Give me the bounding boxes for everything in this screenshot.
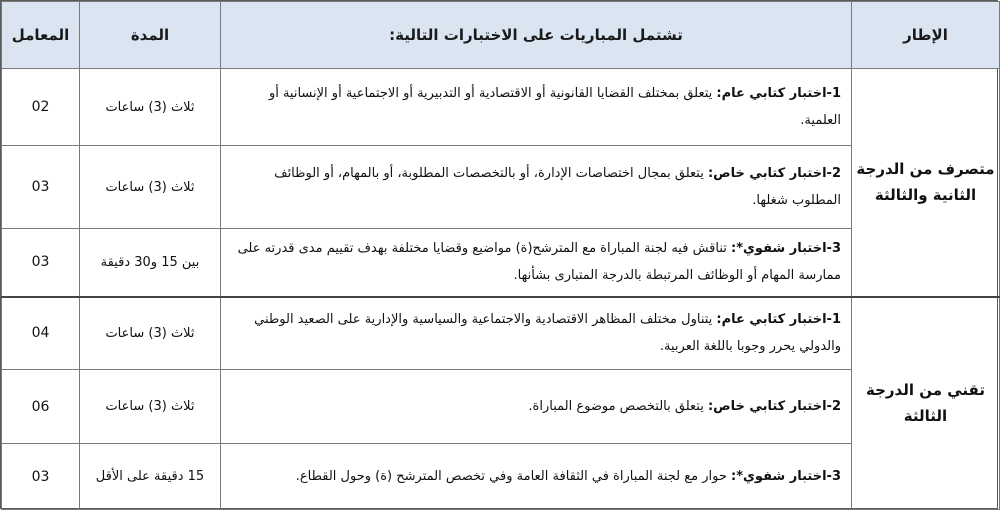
exam-description (221, 444, 852, 510)
exam-description (221, 370, 852, 444)
exam-text: تناقش فيه لجنة المباراة مع المترشح(ة) مواضيع وقضايا مختلفة بهدف تقييم مدى قدرته على ممارسة المهام أو الوظائف المرتبطة بالدرجة المتبارى بشأنها. (237, 241, 841, 284)
table-row (2, 69, 1000, 146)
exam-description (221, 297, 852, 370)
duration-cell: ثلاث (3) ساعات (80, 69, 221, 146)
coefficient-cell: 06 (2, 370, 80, 444)
exam-text: حوار مع لجنة المباراة في الثقافة العامة وفي تخصص المترشح (ة) وحول القطاع. (295, 469, 732, 484)
table-row (2, 444, 1000, 510)
exam-text: يتعلق بمجال اختصاصات الإدارة، أو بالتخصصات المطلوبة، أو بالمهام، أو الوظائف المطلوب شغلها. (274, 166, 841, 208)
header-coefficient: المعامل (2, 2, 80, 69)
exam-title: 2-اختبار كتابي خاص: (707, 399, 841, 414)
cadre-cell: تقني من الدرجة الثالثة (852, 297, 1000, 510)
exam-text: يتناول مختلف المظاهر الاقتصادية والاجتماعية والسياسية والإدارية على الصعيد الوطني والدولي يحرر وجوبا باللغة العربية. (254, 312, 841, 355)
duration-cell: ثلاث (3) ساعات (80, 370, 221, 444)
table-row (2, 229, 1000, 297)
coefficient-cell: 04 (2, 297, 80, 370)
table-row (2, 370, 1000, 444)
duration-cell: بين 15 و30 دقيقة (80, 229, 221, 297)
table-row (2, 297, 1000, 370)
duration-cell: ثلاث (3) ساعات (80, 146, 221, 229)
exam-title: 2-اختبار كتابي خاص: (707, 166, 841, 181)
exam-title: 1-اختبار كتابي عام: (716, 312, 841, 328)
coefficient-cell: 02 (2, 69, 80, 146)
duration-cell: ثلاث (3) ساعات (80, 297, 221, 370)
coefficient-cell: 03 (2, 444, 80, 510)
table-row (2, 146, 1000, 229)
exam-text: يتعلق بمختلف القضايا القانونية أو الاقتصادية أو التدبيرية أو الاجتماعية أو الإنسانية أو العلمية. (268, 86, 841, 128)
exam-title: 1-اختبار كتابي عام: (716, 86, 841, 101)
exam-title: 3-اختبار شفوي*: (731, 241, 841, 257)
exam-text: يتعلق بالتخصص موضوع المباراة. (528, 399, 708, 414)
coefficient-cell: 03 (2, 229, 80, 297)
header-cadre: الإطار (852, 2, 1000, 69)
exam-description (221, 229, 852, 297)
exam-description (221, 146, 852, 229)
coefficient-cell: 03 (2, 146, 80, 229)
header-content: تشتمل المباريات على الاختبارات التالية: (221, 2, 852, 69)
header-row (2, 2, 1000, 69)
header-duration: المدة (80, 2, 221, 69)
exam-title: 3-اختبار شفوي*: (731, 469, 841, 484)
exam-description (221, 69, 852, 146)
cadre-cell: متصرف من الدرجة الثانية والثالثة (852, 69, 1000, 297)
duration-cell: 15 دقيقة على الأقل (80, 444, 221, 510)
